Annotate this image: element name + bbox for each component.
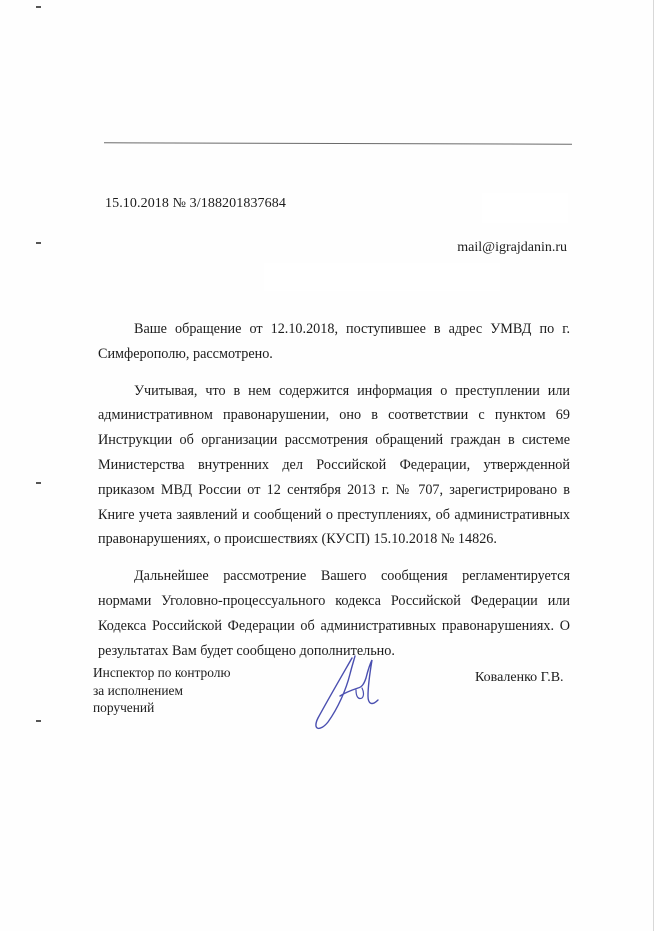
signer-title bbox=[93, 664, 253, 717]
redacted-area bbox=[482, 193, 568, 223]
signer-title-line: за исполнением bbox=[93, 682, 183, 698]
redacted-area bbox=[264, 263, 500, 291]
body-paragraph: Учитывая, что в нем содержится информация о преступлении или административном правонарушении, оно в соответствии с пунктом 69 Инструкции об организации рассмотрения обращений граждан в системе Министерства внутренних дел Российской Федерации, утвержденной приказом МВД России от 12 сентября 2013 г. № 707, зарегистрировано в Книге учета заявлений и сообщений о преступлениях, об административных правонарушениях, о происшествиях (КУСП) 15.10.2018 № 14826. bbox=[98, 382, 570, 548]
outgoing-reference: 15.10.2018 № 3/188201837684 bbox=[105, 196, 286, 211]
body-paragraph: Дальнейшее рассмотрение Вашего сообщения регламентируется нормами Уголовно-процессуального кодекса Российской Федерации или Кодекса Российской Федерации об административных правонарушениях. О результатах Вам будет сообщено дополнительно. bbox=[98, 568, 570, 659]
recipient-email: mail@igrajdanin.ru bbox=[457, 240, 567, 255]
signature-image bbox=[300, 638, 400, 738]
scan-mark bbox=[36, 720, 41, 722]
letter-body bbox=[98, 317, 570, 663]
signer-title-line: поручений bbox=[93, 700, 155, 715]
body-paragraph: Ваше обращение от 12.10.2018, поступившее в адрес УМВД по г. Симферополю, рассмотрено. bbox=[98, 321, 570, 362]
signer-name: Коваленко Г.В. bbox=[475, 670, 564, 685]
scan-mark bbox=[36, 242, 41, 244]
header-divider bbox=[104, 142, 572, 144]
scan-mark bbox=[36, 6, 41, 8]
signer-title-line: Инспектор по контролю bbox=[93, 665, 231, 680]
scan-mark bbox=[36, 482, 41, 484]
